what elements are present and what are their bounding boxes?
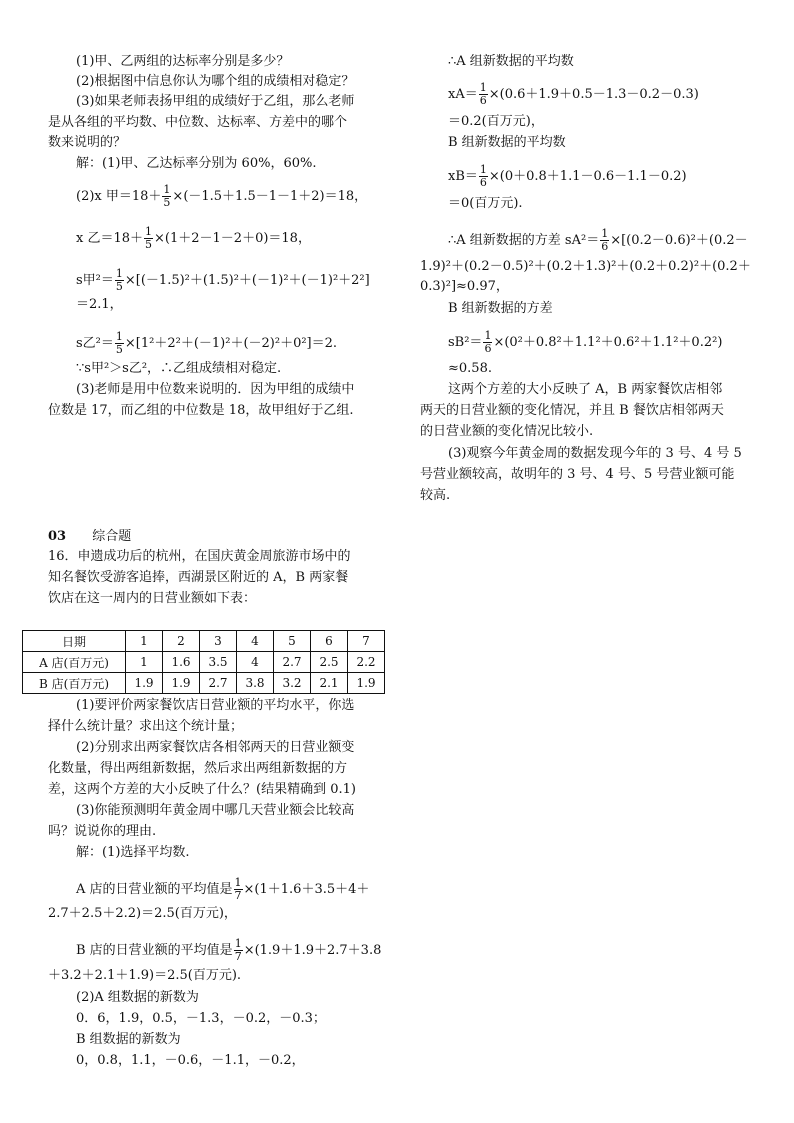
table-row bbox=[23, 652, 385, 673]
q16-mean-b bbox=[76, 938, 381, 963]
formula-text: ×[1²＋2²＋(－1)²＋(－2)²＋0²]＝2. bbox=[124, 336, 338, 351]
fraction: $\frac{1}{6}$ bbox=[601, 227, 609, 253]
formula-text: ×[(－1.5)²＋(1.5)²＋(－1)²＋(－1)²＋2²] bbox=[124, 273, 370, 288]
q16-part3-line1: (3)你能预测明年黄金周中哪几天营业额会比较高 bbox=[76, 803, 355, 818]
table-cell: 2 bbox=[163, 631, 200, 652]
table-cell: 1.9 bbox=[163, 673, 200, 694]
table-cell: 5 bbox=[274, 631, 311, 652]
right-conclusion-line1: 这两个方差的大小反映了 A，B 两家餐饮店相邻 bbox=[448, 382, 723, 397]
right-part3-line3: 较高. bbox=[420, 488, 451, 503]
question-3-line2: 是从各组的平均数、中位数、达标率、方差中的哪个 bbox=[48, 115, 348, 130]
q16-part3-line2: 吗？说说你的理由. bbox=[48, 824, 157, 839]
formula-text: ×(0.6＋1.9＋0.5－1.3－0.2－0.3) bbox=[488, 87, 699, 102]
table-cell: 1.6 bbox=[163, 652, 200, 673]
table-row bbox=[23, 673, 385, 694]
table-cell: 3.5 bbox=[200, 652, 237, 673]
right-line-10: B 组新数据的方差 bbox=[448, 301, 553, 316]
solution-3-line2: 位数是 17，而乙组的中位数是 18，故甲组好于乙组. bbox=[48, 403, 354, 418]
right-part3-line1: (3)观察今年黄金周的数据发现今年的 3 号、4 号 5 bbox=[448, 446, 742, 461]
q16-part2-b-values: 0，0.8，1.1，－0.6，－1.1，－0.2， bbox=[76, 1053, 305, 1068]
fraction: $\frac{1}{5}$ bbox=[115, 267, 123, 293]
right-variance-b bbox=[448, 330, 722, 355]
q16-part2-b: B 组数据的新数为 bbox=[76, 1032, 181, 1047]
q16-part2-a-values: 0．6，1.9，0.5，－1.3，－0.2，－0.3； bbox=[76, 1011, 326, 1026]
fraction: $\frac{1}{7}$ bbox=[234, 876, 242, 902]
q16-part1-line2: 择什么统计量？求出这个统计量； bbox=[48, 719, 244, 734]
formula-text: ×(1.9＋1.9＋2.7＋3.8 bbox=[243, 943, 382, 958]
formula-text: B 店的日营业额的平均值是 bbox=[76, 943, 233, 958]
fraction: $\frac{1}{6}$ bbox=[484, 329, 492, 355]
solution-2-mean-jia bbox=[76, 184, 367, 209]
q16-part1-line1: (1)要评价两家餐饮店日营业额的平均水平，你选 bbox=[76, 698, 355, 713]
right-variance-a bbox=[448, 228, 748, 253]
formula-text: s乙²＝ bbox=[76, 336, 114, 351]
right-line-4: B 组新数据的平均数 bbox=[448, 135, 566, 150]
table-cell: 3.8 bbox=[237, 673, 274, 694]
formula-text: (2)x 甲＝18＋ bbox=[76, 189, 162, 204]
formula-text: xB＝ bbox=[448, 169, 478, 184]
formula-text: s甲²＝ bbox=[76, 273, 114, 288]
table-cell: 3 bbox=[200, 631, 237, 652]
section-number: 03 bbox=[48, 529, 67, 544]
q16-mean-b-line2: ＋3.2＋2.1＋1.9)＝2.5(百万元). bbox=[48, 968, 242, 983]
fraction: $\frac{1}{5}$ bbox=[163, 183, 171, 209]
question-1: (1)甲、乙两组的达标率分别是多少？ bbox=[76, 54, 290, 69]
solution-2-variance-yi bbox=[76, 331, 337, 356]
fraction: $\frac{1}{5}$ bbox=[145, 225, 153, 251]
formula-text: ×[(0.2－0.6)²＋(0.2－ bbox=[610, 233, 748, 248]
table-cell: B 店(百万元) bbox=[23, 673, 126, 694]
right-mean-b-result: ＝0(百万元). bbox=[448, 196, 523, 211]
solution-2-variance-jia bbox=[76, 268, 370, 293]
table-cell: 7 bbox=[348, 631, 385, 652]
right-mean-b bbox=[448, 164, 687, 189]
table-cell: 1.9 bbox=[126, 673, 163, 694]
formula-text: xA＝ bbox=[448, 87, 478, 102]
question-16-line2: 知名餐饮受游客追捧，西湖景区附近的 A，B 两家餐 bbox=[48, 570, 349, 585]
table-cell: 日期 bbox=[23, 631, 126, 652]
formula-text: ×(1＋1.6＋3.5＋4＋ bbox=[243, 882, 370, 897]
table-cell: 4 bbox=[237, 631, 274, 652]
fraction: $\frac{1}{7}$ bbox=[234, 937, 242, 963]
table-cell: A 店(百万元) bbox=[23, 652, 126, 673]
question-16-line3: 饮店在这一周内的日营业额如下表： bbox=[48, 591, 257, 606]
right-mean-a-result: ＝0.2(百万元)， bbox=[448, 114, 544, 129]
right-variance-b-result: ≈0.58. bbox=[448, 361, 492, 376]
formula-text: ×(0²＋0.8²＋1.1²＋0.6²＋1.1²＋0.2²) bbox=[493, 335, 723, 350]
formula-text: ×(1＋2－1－2＋0)＝18， bbox=[154, 231, 311, 246]
table-cell: 6 bbox=[311, 631, 348, 652]
section-title: 综合题 bbox=[92, 529, 132, 544]
solution-2-conclusion: ∵s甲²＞s乙²，∴乙组成绩相对稳定. bbox=[76, 361, 282, 376]
table-cell: 1 bbox=[126, 652, 163, 673]
revenue-table bbox=[22, 630, 385, 694]
q16-part2-line3: 差，这两个方差的大小反映了什么？(结果精确到 0.1) bbox=[48, 782, 356, 797]
table-cell: 1 bbox=[126, 631, 163, 652]
q16-solution-1: 解：(1)选择平均数. bbox=[76, 845, 190, 860]
formula-text: x 乙＝18＋ bbox=[76, 231, 144, 246]
question-3-line3: 数来说明的？ bbox=[48, 135, 127, 150]
q16-mean-a-line2: 2.7＋2.5＋2.2)＝2.5(百万元)， bbox=[48, 906, 237, 921]
formula-text: A 店的日营业额的平均值是 bbox=[76, 882, 233, 897]
table-cell: 1.9 bbox=[348, 673, 385, 694]
right-variance-a-line3: 0.3)²]≈0.97， bbox=[420, 279, 509, 294]
formula-text: ×(－1.5＋1.5－1－1＋2)＝18， bbox=[172, 189, 368, 204]
table-header-row bbox=[23, 631, 385, 652]
right-part3-line2: 号营业额较高，故明年的 3 号、4 号、5 号营业额可能 bbox=[420, 467, 735, 482]
q16-part2-a: (2)A 组数据的新数为 bbox=[76, 990, 199, 1005]
solution-3-line1: (3)老师是用中位数来说明的．因为甲组的成绩中 bbox=[76, 382, 355, 397]
formula-text: ∴A 组新数据的方差 sA²＝ bbox=[448, 233, 600, 248]
q16-part2-line1: (2)分别求出两家餐饮店各相邻两天的日营业额变 bbox=[76, 740, 355, 755]
solution-1: 解：(1)甲、乙达标率分别为 60%，60%. bbox=[76, 156, 317, 171]
solution-2-variance-jia-result: ＝2.1， bbox=[76, 297, 123, 312]
table-cell: 2.5 bbox=[311, 652, 348, 673]
section-heading bbox=[48, 529, 131, 545]
right-variance-a-line2: 1.9)²＋(0.2－0.5)²＋(0.2＋1.3)²＋(0.2＋0.2)²＋(0.2＋ bbox=[420, 259, 751, 274]
right-conclusion-line3: 的日营业额的变化情况比较小. bbox=[420, 424, 594, 439]
q16-part2-line2: 化数量，得出两组新数据，然后求出两组新数据的方 bbox=[48, 761, 348, 776]
table-cell: 2.7 bbox=[200, 673, 237, 694]
table-cell: 4 bbox=[237, 652, 274, 673]
table-cell: 2.2 bbox=[348, 652, 385, 673]
formula-text: ×(0＋0.8＋1.1－0.6－1.1－0.2) bbox=[488, 169, 687, 184]
fraction: $\frac{1}{6}$ bbox=[479, 163, 487, 189]
question-2: (2)根据图中信息你认为哪个组的成绩相对稳定？ bbox=[76, 74, 355, 89]
formula-text: sB²＝ bbox=[448, 335, 483, 350]
q16-mean-a bbox=[76, 877, 369, 902]
fraction: $\frac{1}{5}$ bbox=[115, 330, 123, 356]
question-3-line1: (3)如果老师表扬甲组的成绩好于乙组，那么老师 bbox=[76, 94, 355, 109]
table-cell: 2.1 bbox=[311, 673, 348, 694]
table-cell: 2.7 bbox=[274, 652, 311, 673]
solution-2-mean-yi bbox=[76, 226, 311, 251]
right-line-1: ∴A 组新数据的平均数 bbox=[448, 54, 574, 69]
fraction: $\frac{1}{6}$ bbox=[479, 81, 487, 107]
question-16-line1: 16．申遗成功后的杭州，在国庆黄金周旅游市场中的 bbox=[48, 549, 351, 564]
right-conclusion-line2: 两天的日营业额的变化情况，并且 B 餐饮店相邻两天 bbox=[420, 403, 724, 418]
right-mean-a bbox=[448, 82, 699, 107]
table-cell: 3.2 bbox=[274, 673, 311, 694]
